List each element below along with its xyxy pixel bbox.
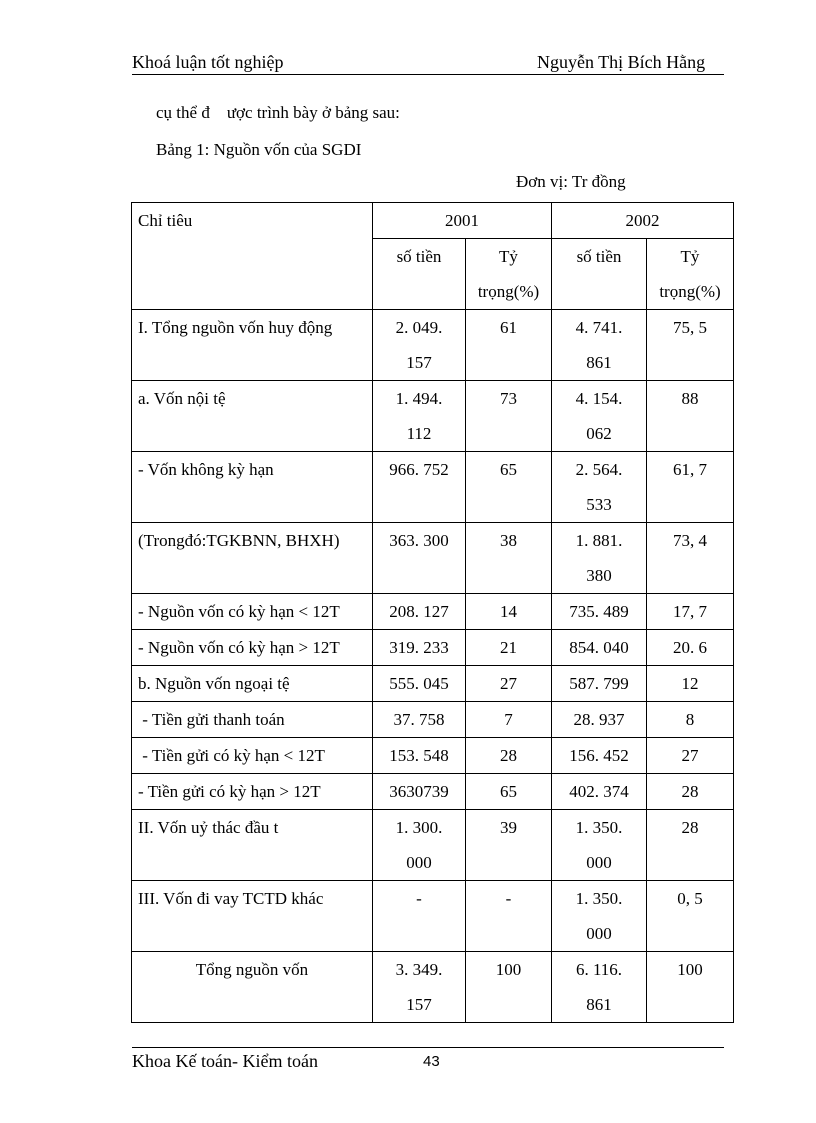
share-2002: 75, 5 (647, 310, 734, 381)
amount-2002: 4. 741. 861 (552, 310, 647, 381)
share-2001: 39 (466, 810, 552, 881)
amount-2001: 555. 045 (373, 666, 466, 702)
share-2001: 28 (466, 738, 552, 774)
amount-2001: 363. 300 (373, 523, 466, 594)
share-2002: 12 (647, 666, 734, 702)
row-label: - Tiền gửi thanh toán (132, 702, 373, 738)
amount-2002: 2. 564. 533 (552, 452, 647, 523)
amount-2001: 1. 300. 000 (373, 810, 466, 881)
intro-text: cụ thể đ ược trình bày ở bảng sau: (156, 103, 400, 122)
amount-2001: 153. 548 (373, 738, 466, 774)
row-label: - Tiền gửi có kỳ hạn > 12T (132, 774, 373, 810)
row-label: II. Vốn uỷ thác đầu t (132, 810, 373, 881)
header-author: Nguyễn Thị Bích Hằng (537, 52, 706, 72)
year-header-2002: 2002 (552, 203, 734, 239)
share-2001: 38 (466, 523, 552, 594)
header-title: Khoá luận tốt nghiệp (132, 52, 284, 72)
share-2002: 17, 7 (647, 594, 734, 630)
amount-2001: 3630739 (373, 774, 466, 810)
row-label: Tổng nguồn vốn (132, 952, 373, 1023)
table-row (132, 738, 734, 774)
table-row (132, 666, 734, 702)
share-2002: 100 (647, 952, 734, 1023)
year-header-2001: 2001 (373, 203, 552, 239)
footer-department: Khoa Kế toán- Kiểm toán (132, 1051, 318, 1071)
amount-2001: - (373, 881, 466, 952)
share-2001: 65 (466, 452, 552, 523)
row-label: b. Nguồn vốn ngoại tệ (132, 666, 373, 702)
table-row (132, 774, 734, 810)
amount-2001: 2. 049. 157 (373, 310, 466, 381)
page-number: 43 (423, 1053, 440, 1070)
share-2001: 14 (466, 594, 552, 630)
footer-divider (132, 1047, 724, 1048)
share-2002: 73, 4 (647, 523, 734, 594)
table-header-row (132, 203, 734, 239)
share-2002: 28 (647, 774, 734, 810)
row-label: - Vốn không kỳ hạn (132, 452, 373, 523)
amount-2001: 966. 752 (373, 452, 466, 523)
amount-2002: 1. 350. 000 (552, 810, 647, 881)
amount-2002: 4. 154. 062 (552, 381, 647, 452)
table-row (132, 630, 734, 666)
share-2001: 7 (466, 702, 552, 738)
column-header-indicator: Chỉ tiêu (132, 203, 373, 310)
amount-2001: 37. 758 (373, 702, 466, 738)
table-row (132, 702, 734, 738)
amount-2002: 735. 489 (552, 594, 647, 630)
share-2002: 28 (647, 810, 734, 881)
table-row (132, 452, 734, 523)
share-2001: 100 (466, 952, 552, 1023)
subheader-share-2002: Tỷ trọng(%) (647, 239, 734, 310)
share-2002: 61, 7 (647, 452, 734, 523)
share-2001: - (466, 881, 552, 952)
row-label: - Tiền gửi có kỳ hạn < 12T (132, 738, 373, 774)
amount-2001: 3. 349. 157 (373, 952, 466, 1023)
amount-2002: 854. 040 (552, 630, 647, 666)
row-label: I. Tổng nguồn vốn huy động (132, 310, 373, 381)
amount-2002: 6. 116. 861 (552, 952, 647, 1023)
row-label: - Nguồn vốn có kỳ hạn > 12T (132, 630, 373, 666)
table-row (132, 810, 734, 881)
share-2001: 21 (466, 630, 552, 666)
table-row (132, 381, 734, 452)
row-label: III. Vốn đi vay TCTD khác (132, 881, 373, 952)
amount-2002: 587. 799 (552, 666, 647, 702)
amount-2001: 319. 233 (373, 630, 466, 666)
share-2002: 0, 5 (647, 881, 734, 952)
table-row (132, 523, 734, 594)
header-divider (132, 74, 724, 75)
subheader-share-2001: Tỷ trọng(%) (466, 239, 552, 310)
table-row (132, 310, 734, 381)
table-row (132, 952, 734, 1023)
amount-2002: 1. 881. 380 (552, 523, 647, 594)
share-2001: 73 (466, 381, 552, 452)
row-label: (Trongđó:TGKBNN, BHXH) (132, 523, 373, 594)
table-row (132, 881, 734, 952)
share-2001: 61 (466, 310, 552, 381)
table-caption: Bảng 1: Nguồn vốn của SGDI (156, 140, 362, 159)
row-label: - Nguồn vốn có kỳ hạn < 12T (132, 594, 373, 630)
row-label: a. Vốn nội tệ (132, 381, 373, 452)
share-2002: 8 (647, 702, 734, 738)
share-2001: 27 (466, 666, 552, 702)
amount-2002: 1. 350. 000 (552, 881, 647, 952)
amount-2002: 156. 452 (552, 738, 647, 774)
share-2001: 65 (466, 774, 552, 810)
table-row (132, 594, 734, 630)
share-2002: 20. 6 (647, 630, 734, 666)
unit-label: Đơn vị: Tr đồng (516, 172, 626, 191)
amount-2001: 1. 494. 112 (373, 381, 466, 452)
share-2002: 88 (647, 381, 734, 452)
amount-2002: 402. 374 (552, 774, 647, 810)
subheader-amount-2002: số tiền (552, 239, 647, 310)
amount-2001: 208. 127 (373, 594, 466, 630)
share-2002: 27 (647, 738, 734, 774)
subheader-amount-2001: số tiền (373, 239, 466, 310)
funding-table (131, 202, 734, 1023)
amount-2002: 28. 937 (552, 702, 647, 738)
